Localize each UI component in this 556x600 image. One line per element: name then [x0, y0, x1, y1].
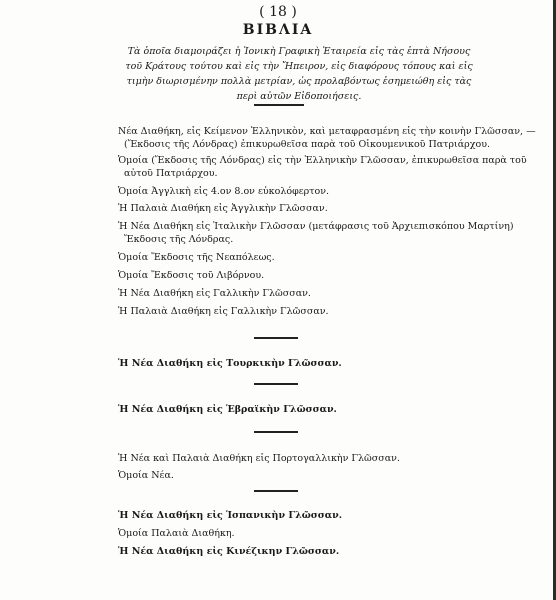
book-entry: Ἡ Νέα Διαθήκη εἰς Κινέζικην Γλῶσσαν. [118, 546, 340, 557]
book-entry: (Ἔκδοσις τῆς Λόνδρας) ἐπικυρωθεῖσα παρὰ τοῦ Οἰκουμενικοῦ Πατριάρχου. [124, 139, 490, 150]
book-entry: Ἡ Νέα Διαθήκη εἰς Ἱσπανικὴν Γλῶσσαν. [118, 510, 343, 521]
book-entry: Ὁμοία Ἔκδοσις τοῦ Λιβόρνου. [118, 270, 265, 281]
book-entry: Ἔκδοσις τῆς Λόνδρας. [124, 234, 234, 245]
book-entry: Ὁμοία Ἔκδοσις τῆς Νεαπόλεως. [118, 252, 275, 263]
book-entry: Ἡ Νέα Διαθήκη εἰς Ἑβραϊκὴν Γλῶσσαν. [118, 404, 337, 415]
book-entry: Ὁμοία Νέα. [118, 470, 174, 481]
book-entry: Ἡ Νέα Διαθήκη εἰς Ἰταλικὴν Γλῶσσαν (μετάφρασις τοῦ Ἀρχιεπισκόπου Μαρτίνη) [118, 221, 514, 232]
page-number: ( 18 ) [259, 4, 297, 20]
book-entry: Ἡ Νέα Διαθήκη εἰς Τουρκικὴν Γλῶσσαν. [118, 358, 342, 369]
book-entry: Ἡ Νέα καὶ Παλαιὰ Διαθήκη εἰς Πορτογαλλικὴν Γλῶσσαν. [118, 453, 400, 464]
book-entry: Ἡ Παλαιὰ Διαθήκη εἰς Ἀγγλικὴν Γλῶσσαν. [118, 203, 328, 214]
divider-rule [254, 383, 298, 385]
book-entry: Ἡ Νέα Διαθήκη εἰς Γαλλικὴν Γλῶσσαν. [118, 288, 311, 299]
book-entry: Νέα Διαθήκη, εἰς Κείμενον Ἑλληνικὸν, καὶ μεταφρασμένη εἰς τὴν κοινὴν Γλῶσσαν, — [118, 126, 536, 137]
page-title: ΒΙΒΛΙΑ [242, 22, 314, 38]
book-entry: αὐτοῦ Πατριάρχου. [124, 168, 218, 179]
book-entry: Ὁμοία (Ἔκδοσις τῆς Λόνδρας) εἰς τὴν Ἑλληνικὴν Γλῶσσαν, ἐπικυρωθεῖσα παρὰ τοῦ [118, 155, 527, 166]
book-entry: Ὁμοία Παλαιὰ Διαθήκη. [118, 528, 235, 539]
divider-rule [254, 431, 298, 433]
divider-rule [254, 490, 298, 492]
divider-rule [254, 337, 298, 339]
divider-rule [254, 104, 304, 106]
intro-paragraph: Τὰ ὁποῖα διαμοιράζει ἡ Ἰονικὴ Γραφικὴ Ἑταιρεία εἰς τὰς ἑπτὰ Νήσους τοῦ Κράτους τούτου καὶ εἰς τὴν Ἤπειρον, εἰς διαφόρους τόπους καὶ εἰς τιμὴν διωρισμένην πολλὰ μετρίαν, ὡς προλαβόντως ἐσημειώθη εἰς τὰς περὶ αὐτῶν Εἰδοποιήσεις. [125, 46, 473, 102]
book-entry: Ἡ Παλαιὰ Διαθήκη εἰς Γαλλικὴν Γλῶσσαν. [118, 306, 329, 317]
book-entry: Ὁμοία Ἀγγλικὴ εἰς 4.ον 8.ον εὐκολόφερτον. [118, 186, 329, 197]
